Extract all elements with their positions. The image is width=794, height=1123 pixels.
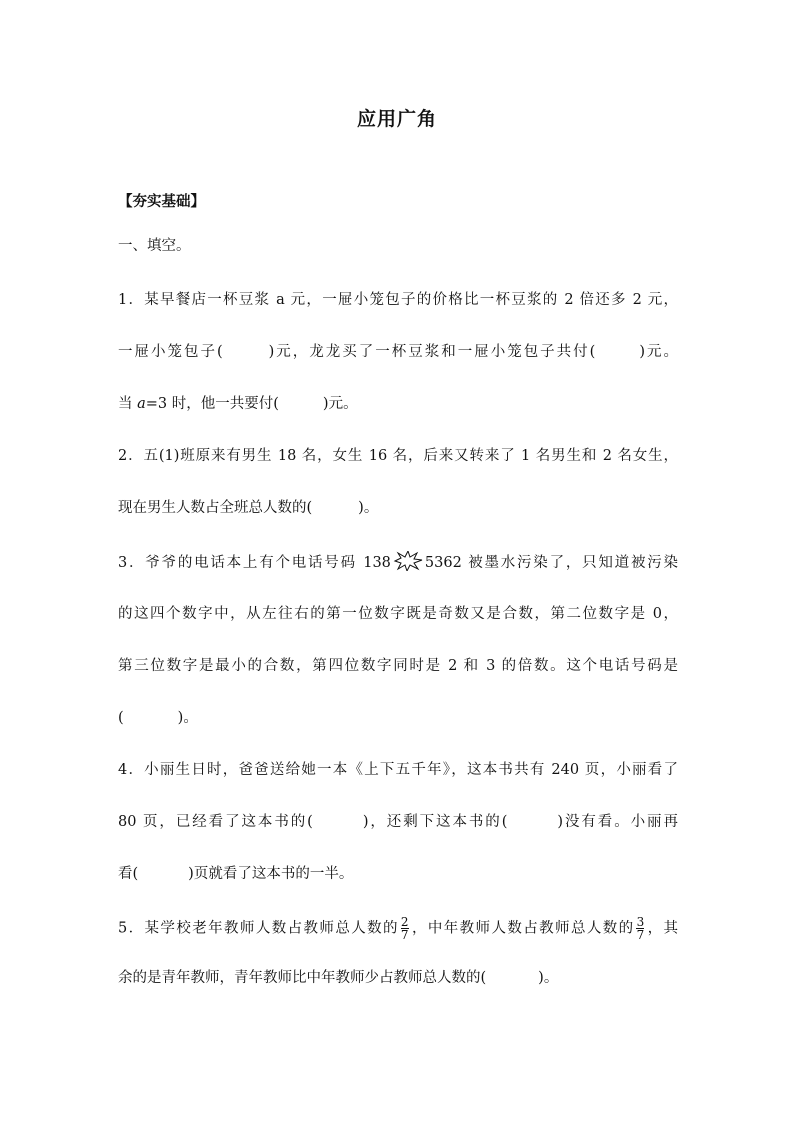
q5-line-1 <box>118 916 678 941</box>
q1-text-f: )元。 <box>322 396 358 412</box>
q1-text-a: 一屉小笼包子( <box>118 344 223 360</box>
fraction-two-sevenths <box>400 916 410 941</box>
q4-line-2 <box>118 812 678 832</box>
fraction-1-numerator: 2 <box>400 915 409 929</box>
q5-line-2 <box>118 968 678 988</box>
page-title: 应用广角 <box>356 108 437 130</box>
q5-text-d: 余的是青年教师，青年教师比中年教师少占教师总人数的( <box>118 970 487 986</box>
q3-line-3: 第三位数字是最小的合数，第四位数字同时是 2 和 3 的倍数。这个电话号码是 <box>118 658 678 674</box>
q2-line-2 <box>118 498 678 518</box>
q1-text-e: =3 时，他一共要付( <box>145 396 279 412</box>
q5-text-e: )。 <box>538 970 559 986</box>
fraction-2-numerator: 3 <box>636 915 645 929</box>
q1-text-b: )元，龙龙买了一杯豆浆和一屉小笼包子共付( <box>268 344 596 360</box>
fraction-three-sevenths <box>636 916 646 941</box>
part-heading: 一、填空。 <box>118 238 191 254</box>
q1-variable: a <box>137 396 146 412</box>
q1-text-c: )元。 <box>639 344 678 360</box>
fraction-2-denominator: 7 <box>636 928 645 942</box>
q4-text-e: )页就看了这本书的一半。 <box>188 866 354 882</box>
ink-splash-icon <box>393 551 423 577</box>
q2-text-a: 现在男生人数占全班总人数的( <box>118 500 313 516</box>
q3-text-b: 5362 被墨水污染了，只知道被污染 <box>424 555 678 571</box>
q1-line-1: 1．某早餐店一杯豆浆 a 元，一屉小笼包子的价格比一杯豆浆的 2 倍还多 2 元， <box>118 292 678 308</box>
q3-line-4 <box>118 708 678 728</box>
q1-line-3 <box>118 394 678 414</box>
q5-text-c: ，其 <box>646 920 679 937</box>
q2-text-b: )。 <box>358 500 379 516</box>
q4-line-1: 4．小丽生日时，爸爸送给她一本《上下五千年》，这本书共有 240 页，小丽看了 <box>118 762 678 778</box>
q4-text-c: )没有看。小丽再 <box>557 814 678 830</box>
q3-text-a: 3．爷爷的电话本上有个电话号码 138 <box>118 555 391 571</box>
q1-line-2 <box>118 342 678 362</box>
q3-line-1 <box>118 551 678 577</box>
q4-text-b: )，还剩下这本书的( <box>362 814 508 830</box>
q5-text-a: 5．某学校老年教师人数占教师总人数的 <box>118 920 399 937</box>
q5-text-b: ，中年教师人数占教师总人数的 <box>410 920 635 937</box>
q3-text-d: )。 <box>177 710 198 726</box>
q4-line-3 <box>118 864 678 884</box>
q4-text-d: 看( <box>118 866 139 882</box>
q2-line-1: 2．五(1)班原来有男生 18 名，女生 16 名，后来又转来了 1 名男生和 2 名女生， <box>118 448 678 464</box>
q4-text-a: 80 页，已经看了这本书的( <box>118 814 313 830</box>
fraction-1-denominator: 7 <box>400 928 409 942</box>
q1-text-d: 当 <box>118 396 138 412</box>
section-heading: 【夯实基础】 <box>118 193 205 210</box>
q3-line-2: 的这四个数字中，从左往右的第一位数字既是奇数又是合数，第二位数字是 0， <box>118 606 678 622</box>
q3-text-c: ( <box>118 710 124 726</box>
